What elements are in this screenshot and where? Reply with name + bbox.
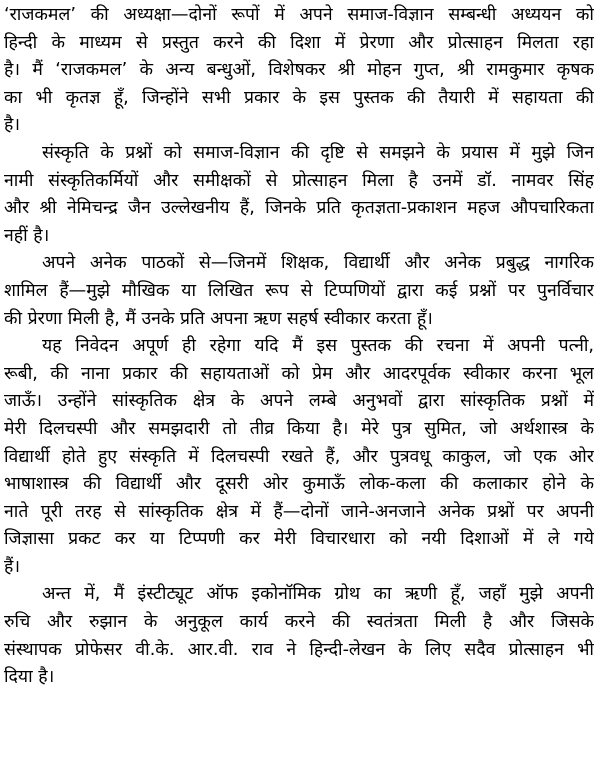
text-line: संस्कृति के प्रश्नों को समाज-विज्ञान की दृष्टि से समझने के प्रयास में मुझे जिन [42, 142, 594, 163]
paragraph [4, 581, 594, 691]
text-line: मेरी दिलचस्पी और समझदारी तो तीव्र किया है। मेरे पुत्र सुमित, जो अर्थशास्त्र के [4, 418, 594, 439]
text-line: नाते पूरी तरह से सांस्कृतिक क्षेत्र में हैं—दोनों जाने-अनजाने अनेक प्रश्नों पर अपनी [4, 501, 594, 522]
text-line: दिया है। [4, 667, 55, 688]
text-line: नामी संस्कृतिकर्मियों और समीक्षकों से प्रोत्साहन मिला है उनमें डॉ. नामवर सिंह [4, 170, 594, 191]
text-line: संस्थापक प्रोफेसर वी.के. आर.वी. राव ने हिन्दी-लेखन के लिए सदैव प्रोत्साहन भी [4, 639, 594, 660]
text-line: रूबी, की नाना प्रकार की सहायताओं को प्रेम और आदरपूर्वक स्वीकार करना भूल [4, 363, 594, 384]
text-line: हिन्दी के माध्यम से प्रस्तुत करने की दिशा में प्रेरणा और प्रोत्साहन मिलता रहा [4, 32, 594, 53]
text-line: अन्त में, मैं इंस्टीट्यूट ऑफ इकोनॉमिक ग्रोथ का ऋणी हूँ, जहाँ मुझे अपनी [42, 584, 594, 605]
text-line: नहीं है। [4, 225, 50, 246]
document-body [4, 2, 594, 692]
text-line: जिज्ञासा प्रकट कर या टिप्पणी कर मेरी विचारधारा को नयी दिशाओं में ले गये [4, 529, 594, 550]
text-line: और श्री नेमिचन्द्र जैन उल्लेखनीय हैं, जिनके प्रति कृतज्ञता-प्रकाशन महज औपचारिकता [4, 198, 594, 219]
text-line: का भी कृतज्ञ हूँ, जिन्होंने सभी प्रकार के इस पुस्तक की तैयारी में सहायता की [4, 87, 594, 108]
text-line: ‘राजकमल’ की अध्यक्षा—दोनों रूपों में अपने समाज-विज्ञान सम्बन्धी अध्ययन को [4, 5, 594, 25]
text-line: है। [4, 115, 21, 136]
text-line: रुचि और रुझान के अनुकूल कार्य करने की स्वतंत्रता मिली है और जिसके [4, 612, 594, 633]
text-line: शामिल हैं—मुझे मौखिक या लिखित रूप से टिप्पणियों द्वारा कई प्रश्नों पर पुनर्विचार [4, 280, 594, 301]
text-line: है। मैं ‘राजकमल’ के अन्य बन्धुओं, विशेषकर श्री मोहन गुप्त, श्री रामकुमार कृषक [4, 60, 594, 81]
text-line: यह निवेदन अपूर्ण ही रहेगा यदि मैं इस पुस्तक की रचना में अपनी पत्नी, [42, 336, 594, 357]
text-line: भाषाशास्त्र की विद्यार्थी और दूसरी ओर कुमाऊँ लोक-कला की कलाकार होने के [4, 474, 594, 495]
paragraph [4, 333, 594, 581]
paragraph [4, 2, 594, 140]
text-line: हैं। [4, 556, 21, 577]
text-line: जाऊँ। उन्होंने सांस्कृतिक क्षेत्र के अपने लम्बे अनुभवों द्वारा सांस्कृतिक प्रश्नों में [4, 391, 594, 412]
paragraph [4, 140, 594, 250]
text-line: की प्रेरणा मिली है, मैं उनके प्रति अपना ऋण सहर्ष स्वीकार करता हूँ। [4, 308, 433, 329]
paragraph [4, 250, 594, 333]
text-line: विद्यार्थी होते हुए संस्कृति में दिलचस्पी रखते हैं, और पुत्रवधू काकुल, जो एक ओर [4, 446, 594, 467]
text-line: अपने अनेक पाठकों से—जिनमें शिक्षक, विद्यार्थी और अनेक प्रबुद्ध नागरिक [42, 253, 594, 274]
